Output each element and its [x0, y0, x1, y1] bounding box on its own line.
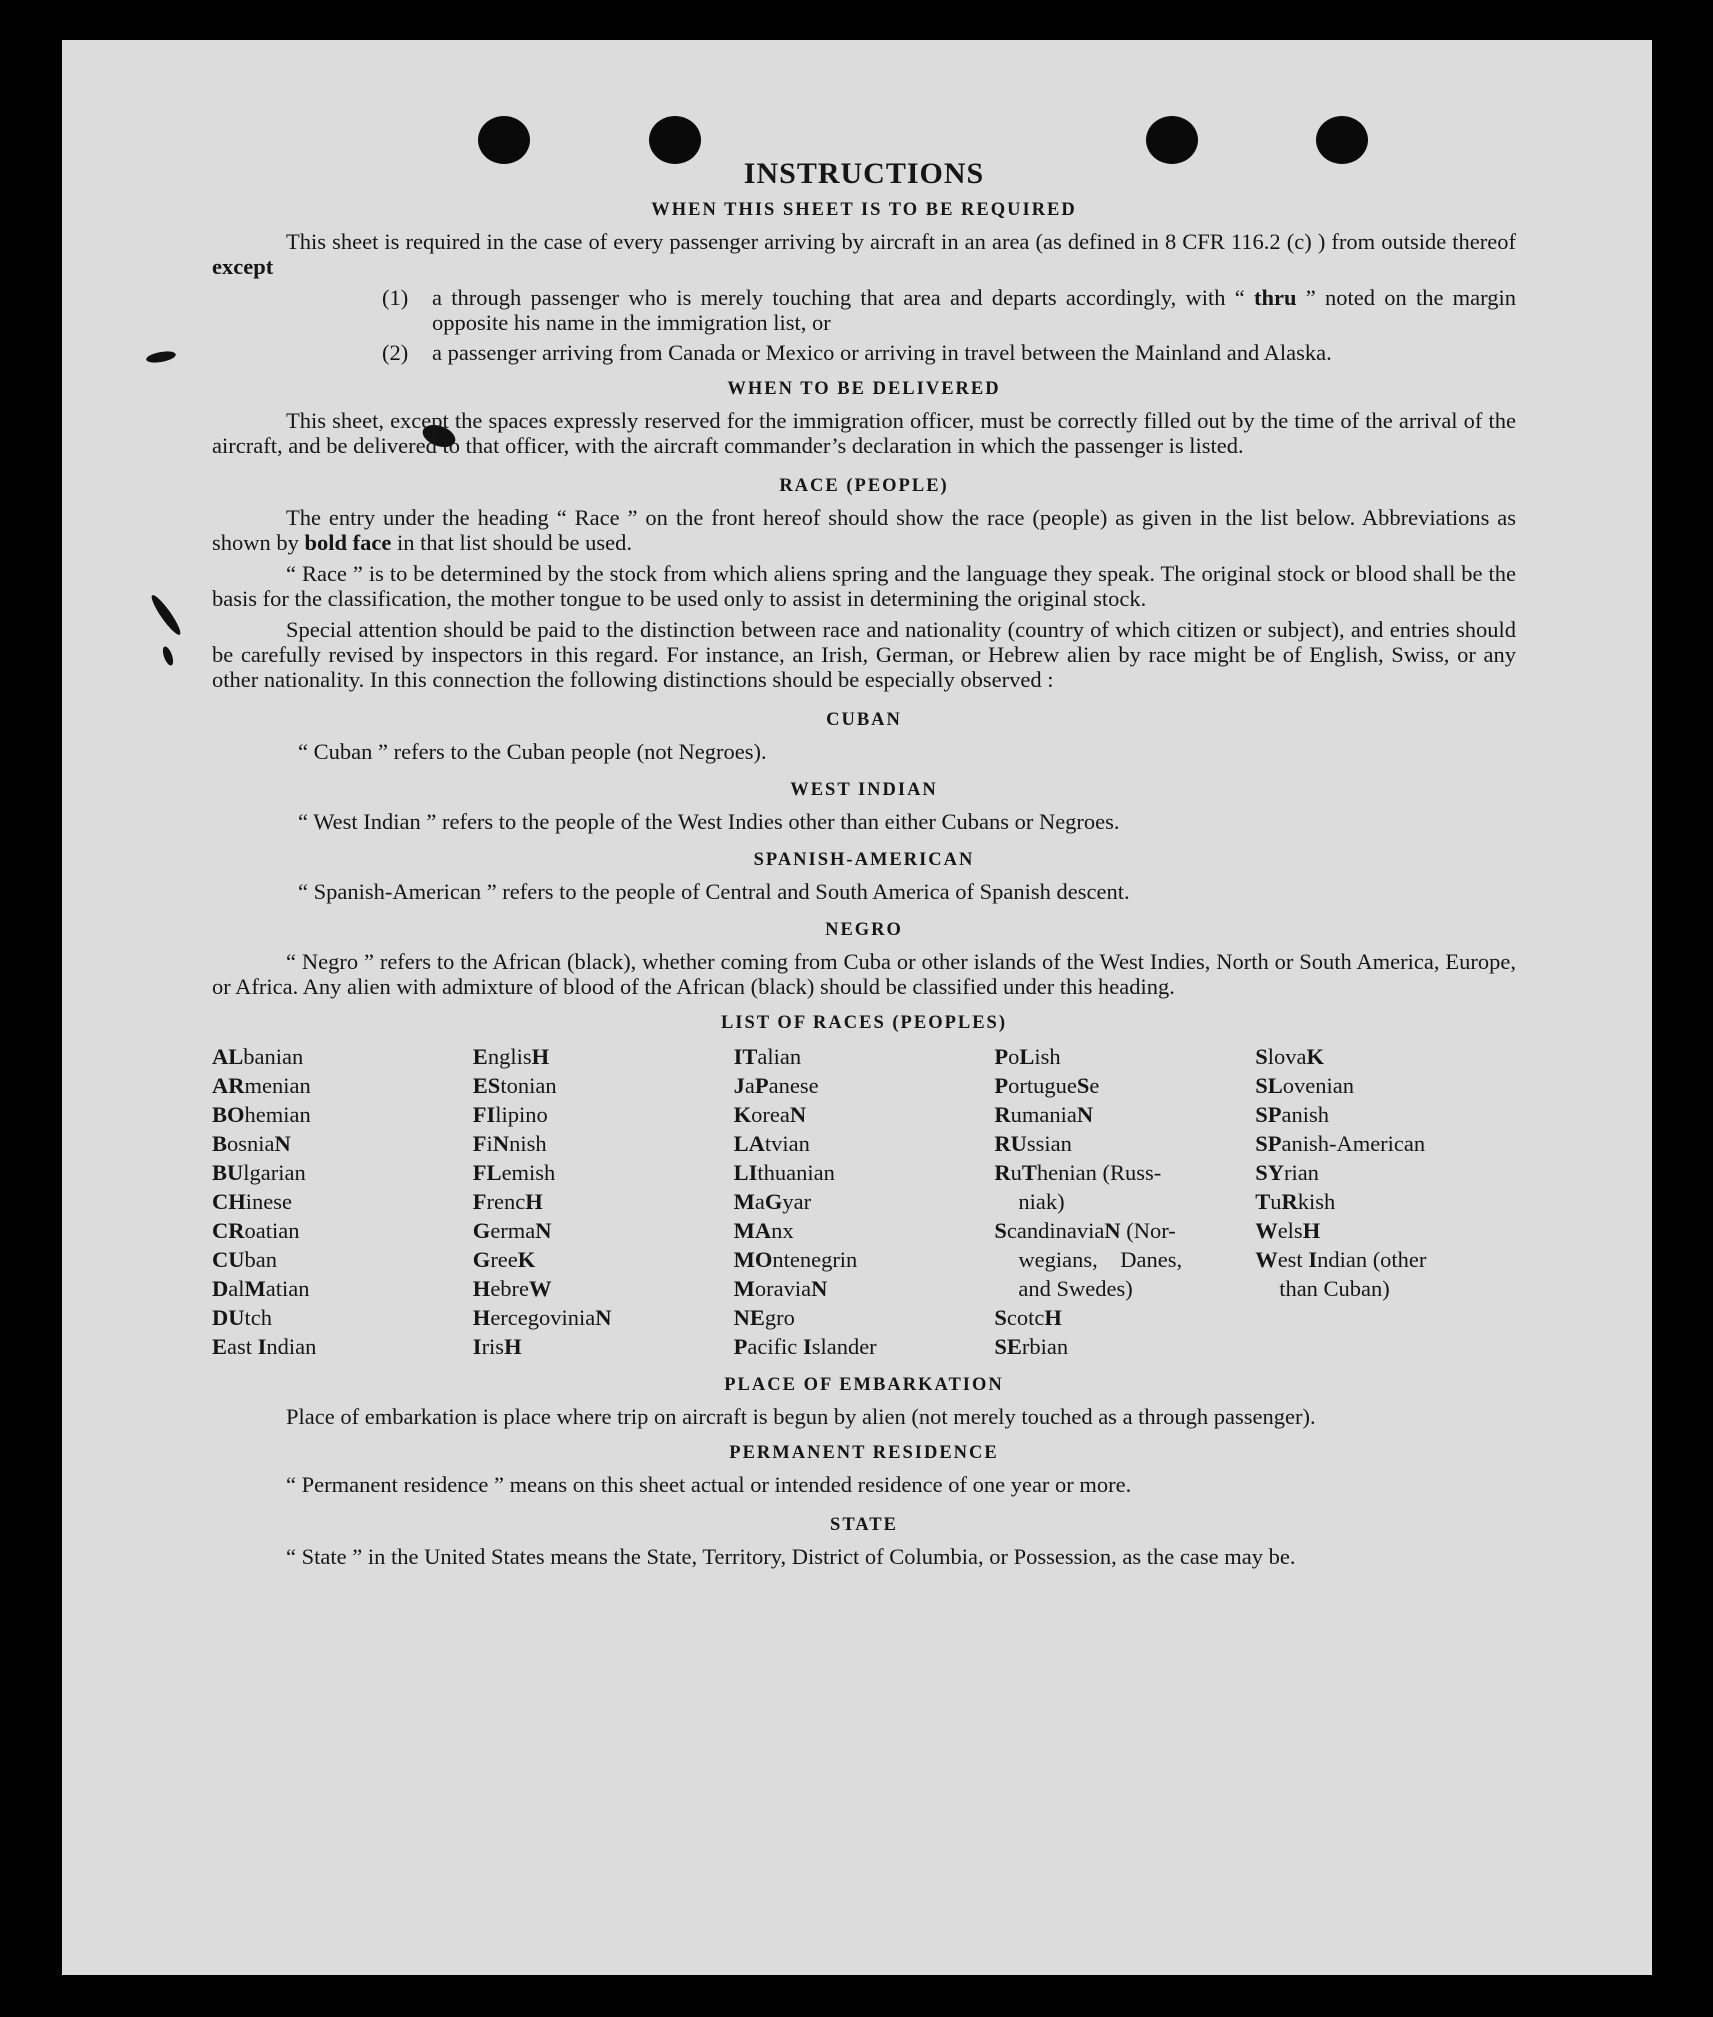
race-text: ree — [490, 1247, 518, 1272]
section-heading-embarkation: PLACE OF EMBARKATION — [724, 1375, 1004, 1395]
race-entry — [994, 1071, 1255, 1100]
section-heading-west-indian: WEST INDIAN — [790, 780, 938, 800]
race-column — [473, 1042, 734, 1361]
race-abbreviation: DU — [212, 1305, 245, 1330]
item-text — [432, 285, 1516, 335]
race-abbreviation: R — [994, 1160, 1011, 1185]
ink-smudge — [161, 645, 175, 667]
race-abbreviation: LI — [733, 1160, 758, 1185]
race-abbreviation: G — [472, 1247, 491, 1272]
west-indian-text: “ West Indian ” refers to the people of the West Indies other than either Cubans or Negroes. — [298, 809, 1120, 834]
race-abbreviation: CH — [212, 1189, 246, 1214]
race-abbreviation: H — [1044, 1305, 1062, 1330]
race-text: tch — [244, 1305, 272, 1330]
race-bold: bold face — [304, 530, 392, 555]
race-entry — [1255, 1071, 1516, 1100]
race-entry — [1255, 1042, 1516, 1071]
race-abbreviation: K — [517, 1247, 536, 1272]
race-list — [212, 1042, 1516, 1361]
race-text: al — [228, 1276, 245, 1301]
race-entry — [473, 1187, 734, 1216]
race-abbreviation: CU — [212, 1247, 245, 1272]
race-text: cotc — [1006, 1305, 1045, 1330]
item-text-pre: a through passenger who is merely touching that area and departs accordingly, with “ — [432, 285, 1254, 310]
race-entry — [994, 1274, 1255, 1303]
race-abbreviation: N — [1104, 1218, 1121, 1243]
race-entry — [734, 1303, 995, 1332]
race-abbreviation: L — [1019, 1044, 1035, 1069]
race-text: and Swedes) — [1018, 1276, 1133, 1301]
race-entry — [734, 1100, 995, 1129]
section-heading-cuban: CUBAN — [826, 710, 902, 730]
race-text: ebre — [490, 1276, 530, 1301]
race-entry — [473, 1100, 734, 1129]
race-text: henian (Russ- — [1036, 1160, 1162, 1185]
race-entry — [473, 1274, 734, 1303]
race-abbreviation: R — [1281, 1189, 1298, 1214]
race-text: lova — [1267, 1044, 1307, 1069]
race-abbreviation: W — [529, 1276, 552, 1301]
section-heading-residence: PERMANENT RESIDENCE — [729, 1443, 999, 1463]
race-entry — [734, 1187, 995, 1216]
item-text-bold: thru — [1254, 285, 1297, 310]
race-text: lgarian — [243, 1160, 306, 1185]
race-text: i — [486, 1131, 493, 1156]
race-text: ris — [481, 1334, 505, 1359]
section-heading-list-of-races: LIST OF RACES (PEOPLES) — [720, 1013, 1008, 1033]
race-entry — [734, 1245, 995, 1274]
ink-smudge — [145, 349, 176, 364]
race-text: orea — [751, 1102, 790, 1127]
race-abbreviation: P — [733, 1334, 748, 1359]
race-abbreviation: E — [472, 1044, 488, 1069]
race-text: u — [1270, 1189, 1282, 1214]
race-text: ndian — [266, 1334, 317, 1359]
race-abbreviation: H — [472, 1276, 491, 1301]
race-entry — [734, 1071, 995, 1100]
race-column — [212, 1042, 473, 1361]
race-abbreviation: T — [1021, 1160, 1037, 1185]
race-abbreviation: FI — [472, 1102, 496, 1127]
race-column — [734, 1042, 995, 1361]
race-text: thuanian — [757, 1160, 835, 1185]
race-abbreviation: I — [802, 1334, 812, 1359]
race-abbreviation: I — [257, 1334, 267, 1359]
race-text: slander — [811, 1334, 877, 1359]
race-abbreviation: N — [789, 1102, 807, 1127]
race-abbreviation: LA — [733, 1131, 765, 1156]
race-entry — [473, 1332, 734, 1361]
race-entry — [994, 1245, 1255, 1274]
race-abbreviation: G — [472, 1218, 491, 1243]
race-entry — [473, 1245, 734, 1274]
race-entry — [212, 1303, 473, 1332]
race-text: candinavia — [1006, 1218, 1105, 1243]
race-text: els — [1277, 1218, 1303, 1243]
race-text: in that list should be used. — [391, 530, 633, 555]
race-abbreviation: MO — [733, 1247, 773, 1272]
race-abbreviation: P — [994, 1073, 1009, 1098]
race-abbreviation: SP — [1255, 1102, 1282, 1127]
exception-item — [382, 285, 1516, 335]
race-abbreviation: AL — [212, 1044, 244, 1069]
section-heading-negro: NEGRO — [825, 920, 903, 940]
race-text: ndian (other — [1317, 1247, 1427, 1272]
race-abbreviation: P — [994, 1044, 1009, 1069]
race-abbreviation: K — [1306, 1044, 1324, 1069]
race-abbreviation: RU — [994, 1131, 1027, 1156]
race-entry — [994, 1332, 1255, 1361]
race-text: (Nor- — [1120, 1218, 1176, 1243]
race-abbreviation: S — [1255, 1044, 1268, 1069]
race-text: The entry under the heading “ Race ” on the front hereof should show the race (people) as given in the list below. Abbreviations as shown by — [212, 505, 1516, 555]
race-abbreviation: H — [531, 1044, 550, 1069]
race-text: anish — [1281, 1102, 1329, 1127]
section-heading-required: WHEN THIS SHEET IS TO BE REQUIRED — [651, 200, 1077, 220]
race-text: renc — [486, 1189, 526, 1214]
race-text: emish — [501, 1160, 556, 1185]
race-abbreviation: H — [472, 1305, 491, 1330]
race-abbreviation: W — [1255, 1218, 1278, 1243]
race-abbreviation: N — [492, 1131, 510, 1156]
item-number: (1) — [382, 285, 409, 310]
race-abbreviation: H — [504, 1334, 522, 1359]
item-text-post: ” noted on the margin opposite his name in the immigration list, or — [432, 285, 1516, 335]
race-text: ercegovinia — [490, 1305, 596, 1330]
race-entry — [212, 1245, 473, 1274]
race-abbreviation: J — [733, 1073, 745, 1098]
race-entry — [212, 1071, 473, 1100]
race-entry — [734, 1216, 995, 1245]
race-text: menian — [244, 1073, 311, 1098]
race-entry — [473, 1216, 734, 1245]
race-text: u — [1010, 1160, 1022, 1185]
race-text: ban — [244, 1247, 277, 1272]
race-abbreviation: H — [1302, 1218, 1321, 1243]
race-abbreviation: SP — [1255, 1131, 1282, 1156]
race-entry — [473, 1071, 734, 1100]
race-entry — [212, 1129, 473, 1158]
race-entry — [994, 1100, 1255, 1129]
race-paragraph-2: “ Race ” is to be determined by the stock from which aliens spring and the language they speak. The original stock or blood shall be the basis for the classification, the mother tongue to be used only to assist in determining the original stock. — [212, 561, 1516, 611]
race-text: nx — [771, 1218, 794, 1243]
race-text: osnia — [227, 1131, 275, 1156]
race-text: hemian — [244, 1102, 311, 1127]
race-text: atian — [265, 1276, 310, 1301]
race-abbreviation: SE — [994, 1334, 1022, 1359]
race-text: niak) — [1018, 1189, 1065, 1214]
race-text: anish-American — [1281, 1131, 1426, 1156]
race-abbreviation: E — [212, 1334, 228, 1359]
cuban-text: “ Cuban ” refers to the Cuban people (not Negroes). — [298, 739, 767, 764]
race-abbreviation: N — [1076, 1102, 1094, 1127]
race-entry — [734, 1332, 995, 1361]
race-entry — [1255, 1216, 1516, 1245]
race-entry — [1255, 1158, 1516, 1187]
race-abbreviation: H — [525, 1189, 543, 1214]
race-entry — [212, 1274, 473, 1303]
ink-smudge — [148, 592, 184, 637]
section-heading-delivered: WHEN TO BE DELIVERED — [727, 379, 1001, 399]
race-text: a — [744, 1073, 755, 1098]
section-heading-spanish-american: SPANISH-AMERICAN — [753, 850, 975, 870]
race-text: ntenegrin — [772, 1247, 858, 1272]
race-text: umania — [1010, 1102, 1077, 1127]
race-entry — [734, 1042, 995, 1071]
race-abbreviation: R — [994, 1102, 1011, 1127]
race-text: o — [1008, 1044, 1020, 1069]
race-text: a — [754, 1189, 765, 1214]
race-entry — [212, 1187, 473, 1216]
race-entry — [212, 1042, 473, 1071]
race-abbreviation: M — [244, 1276, 266, 1301]
race-entry — [1255, 1187, 1516, 1216]
race-entry — [473, 1303, 734, 1332]
race-entry — [994, 1129, 1255, 1158]
race-column — [994, 1042, 1255, 1361]
race-text: erma — [490, 1218, 536, 1243]
race-text: ssian — [1026, 1131, 1072, 1156]
race-text: inese — [245, 1189, 292, 1214]
race-abbreviation: B — [212, 1131, 228, 1156]
race-abbreviation: CR — [212, 1218, 245, 1243]
race-text: rbian — [1021, 1334, 1069, 1359]
race-entry — [473, 1158, 734, 1187]
race-abbreviation: SY — [1255, 1160, 1284, 1185]
race-abbreviation: F — [472, 1189, 487, 1214]
spanish-american-text: “ Spanish-American ” refers to the people of Central and South America of Spanish descent. — [298, 879, 1130, 904]
race-abbreviation: S — [1076, 1073, 1090, 1098]
race-entry — [734, 1158, 995, 1187]
race-text: gro — [764, 1305, 795, 1330]
race-entry — [212, 1216, 473, 1245]
race-entry — [1255, 1129, 1516, 1158]
race-text: banian — [243, 1044, 304, 1069]
race-text: est — [1277, 1247, 1309, 1272]
race-text: than Cuban) — [1279, 1276, 1390, 1301]
race-abbreviation: N — [274, 1131, 291, 1156]
race-abbreviation: I — [1308, 1247, 1318, 1272]
race-text: nglis — [487, 1044, 532, 1069]
race-text: nish — [509, 1131, 547, 1156]
race-entry — [994, 1158, 1255, 1187]
race-text: oatian — [244, 1218, 300, 1243]
race-entry — [212, 1100, 473, 1129]
race-text: ish — [1034, 1044, 1061, 1069]
race-text: rian — [1283, 1160, 1319, 1185]
race-entry — [473, 1042, 734, 1071]
race-abbreviation: S — [994, 1305, 1007, 1330]
race-entry — [212, 1332, 473, 1361]
state-text: “ State ” in the United States means the State, Territory, District of Columbia, or Possession, as the case may be. — [286, 1544, 1296, 1569]
race-text: anese — [768, 1073, 819, 1098]
race-abbreviation: G — [764, 1189, 783, 1214]
race-text: ast — [227, 1334, 258, 1359]
race-text: oravia — [754, 1276, 812, 1301]
race-abbreviation: W — [1255, 1247, 1278, 1272]
race-entry — [473, 1129, 734, 1158]
race-entry — [1255, 1274, 1516, 1303]
race-abbreviation: NE — [733, 1305, 765, 1330]
race-entry — [994, 1187, 1255, 1216]
race-entry — [1255, 1100, 1516, 1129]
section-heading-race: RACE (PEOPLE) — [779, 476, 949, 496]
race-entry — [734, 1274, 995, 1303]
race-abbreviation: N — [535, 1218, 552, 1243]
race-paragraph-3: Special attention should be paid to the distinction between race and nationality (country of which citizen or subject), and entries should be carefully revised by inspectors in this regard. For instance, an Irish, German, or Hebrew alien by race might be of English, Swiss, or any other nationality. In this connection the following distinctions should be especially observed : — [212, 617, 1516, 692]
race-text: alian — [757, 1044, 802, 1069]
race-entry — [994, 1042, 1255, 1071]
race-abbreviation: M — [733, 1276, 755, 1301]
section-heading-state: STATE — [830, 1515, 898, 1535]
residence-text: “ Permanent residence ” means on this sheet actual or intended residence of one year or more. — [286, 1472, 1132, 1497]
race-abbreviation: P — [754, 1073, 769, 1098]
item-text: a passenger arriving from Canada or Mexico or arriving in travel between the Mainland and Alaska. — [432, 340, 1332, 365]
race-abbreviation: M — [733, 1189, 755, 1214]
race-text: e — [1089, 1073, 1100, 1098]
item-number: (2) — [382, 340, 409, 365]
race-text: ovenian — [1282, 1073, 1354, 1098]
race-abbreviation: F — [472, 1131, 487, 1156]
race-abbreviation: I — [472, 1334, 482, 1359]
page-title: INSTRUCTIONS — [743, 157, 985, 190]
race-text: tvian — [764, 1131, 810, 1156]
race-entry — [734, 1129, 995, 1158]
race-text: wegians, Danes, — [1018, 1247, 1183, 1272]
required-paragraph — [212, 229, 1516, 279]
required-bold: except — [212, 254, 274, 279]
race-abbreviation: T — [1255, 1189, 1271, 1214]
race-abbreviation: AR — [212, 1073, 245, 1098]
required-text: This sheet is required in the case of every passenger arriving by aircraft in an area (as defined in 8 CFR 116.2 (c) ) from outside thereof — [286, 229, 1516, 254]
race-abbreviation: K — [733, 1102, 752, 1127]
race-entry — [994, 1216, 1255, 1245]
race-abbreviation: FL — [472, 1160, 502, 1185]
race-abbreviation: MA — [733, 1218, 772, 1243]
race-entry — [1255, 1245, 1516, 1274]
race-abbreviation: BO — [212, 1102, 245, 1127]
delivered-paragraph: This sheet, except the spaces expressly reserved for the immigration officer, must be correctly filled out by the time of the arrival of the aircraft, and be delivered to that officer, with the aircraft commander’s declaration in which the passenger is listed. — [212, 408, 1516, 458]
race-abbreviation: SL — [1255, 1073, 1283, 1098]
race-abbreviation: S — [994, 1218, 1007, 1243]
race-abbreviation: ES — [472, 1073, 501, 1098]
race-text: yar — [782, 1189, 812, 1214]
race-abbreviation: N — [811, 1276, 828, 1301]
negro-text: “ Negro ” refers to the African (black), whether coming from Cuba or other islands of the West Indies, North or South America, Europe, or Africa. Any alien with admixture of blood of the African (black) should be classified under this heading. — [212, 949, 1516, 999]
race-abbreviation: D — [212, 1276, 229, 1301]
race-text: kish — [1297, 1189, 1336, 1214]
embarkation-text: Place of embarkation is place where trip on aircraft is begun by alien (not merely touched as a through passenger). — [286, 1404, 1316, 1429]
race-abbreviation: N — [595, 1305, 612, 1330]
race-paragraph-1 — [212, 505, 1516, 555]
instructions-content — [212, 155, 1516, 1575]
race-text: acific — [747, 1334, 803, 1359]
race-text: tonian — [500, 1073, 557, 1098]
race-entry — [994, 1303, 1255, 1332]
race-text: lipino — [495, 1102, 548, 1127]
race-abbreviation: IT — [733, 1044, 758, 1069]
race-abbreviation: BU — [212, 1160, 244, 1185]
race-column — [1255, 1042, 1516, 1361]
exception-item — [382, 340, 1516, 365]
race-entry — [212, 1158, 473, 1187]
race-text: ortugue — [1008, 1073, 1077, 1098]
